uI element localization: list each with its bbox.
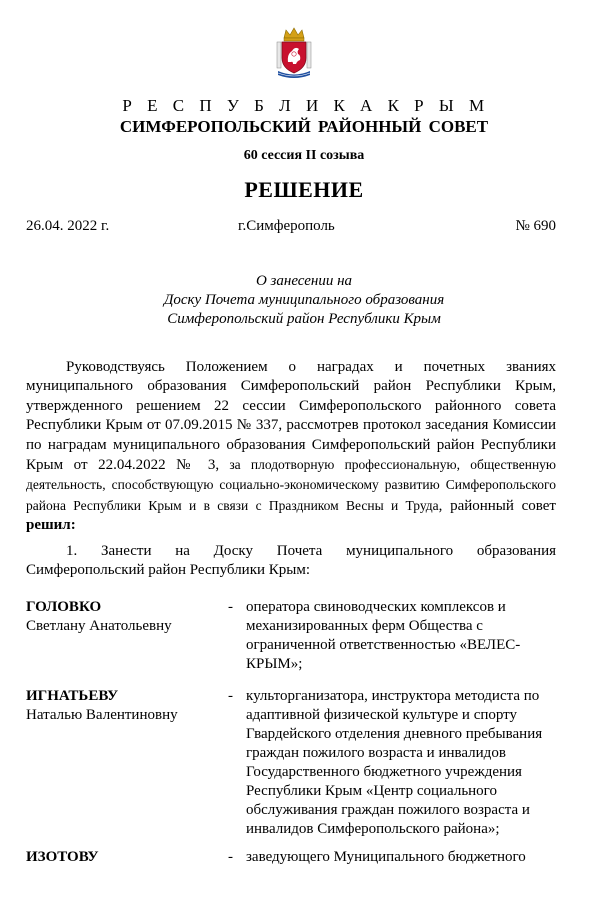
subject-line: Симферопольский район Республики Крым	[167, 311, 441, 327]
preamble-reason: за плодотворную профессиональную, общественную деятельность, способствующую социально-экономическому развитию Симферопольского района Республики Крым и в связи с Праздником Весны и Труда	[26, 457, 557, 513]
crimea-coat-of-arms-icon	[274, 24, 314, 80]
subject-line: О занесении на	[255, 273, 353, 289]
awardee-given-name: Наталью Валентиновну	[26, 707, 178, 723]
awardee-description: культорганизатора, инструктора методиста по адаптивной физической культуре и спорту Гвардейского отделения дневного пребывания граждан пожилого возраста и инвалидов Государственного бюджетного учреждения Республики Крым «Центр социального обслуживания граждан пожилого возраста и инвалидов Симферопольского района»;	[246, 688, 543, 837]
awardee-surname: ГОЛОВКО	[26, 599, 102, 615]
decision-number: № 690	[515, 218, 556, 234]
decided-label: решил:	[26, 517, 76, 534]
preamble-paragraph	[26, 358, 556, 536]
awardee-surname: ИГНАТЬЕВУ	[26, 688, 119, 704]
decision-item-1: 1. Занести на Доску Почета муниципального образования Симферопольский район Республики Крым:	[26, 543, 556, 578]
awardee-dash: -	[228, 688, 233, 704]
decision-subject	[0, 272, 608, 329]
session-label: 60 сессия II созыва	[243, 148, 365, 163]
document-type-heading: РЕШЕНИЕ	[244, 177, 364, 202]
decision-date: 26.04. 2022 г.	[26, 218, 110, 234]
subject-line: Доску Почета муниципального образования	[163, 292, 445, 308]
awardee-description: оператора свиноводческих комплексов и механизированных ферм Общества с ограниченной ответственностью «ВЕЛЕС-КРЫМ»;	[246, 599, 521, 672]
awardee-description: заведующего Муниципального бюджетного	[246, 849, 526, 865]
awardee-dash: -	[228, 599, 233, 615]
awardee-given-name: Светлану Анатольевну	[26, 618, 172, 634]
decision-city: г.Симферополь	[238, 218, 335, 234]
council-title: СИМФЕРОПОЛЬСКИЙ РАЙОННЫЙ СОВЕТ	[119, 117, 489, 136]
awardee-dash: -	[228, 849, 233, 865]
preamble-text: Руководствуясь Положением о наградах и почетных званиях муниципального образования Симферопольский район Республики Крым, утвержденного решением 22 сессии Симферопольского районного совета Республики Крым от 07.09.2015 № 337, рассмотрев протокол заседания Комиссии по наградам муниципального образования Симферопольский район Республики Крым от 22.04.2022 № 3,	[26, 359, 556, 474]
republic-title: Р Е С П У Б Л И К А К Р Ы М	[122, 96, 490, 115]
awardee-surname: ИЗОТОВУ	[26, 849, 99, 865]
preamble-text: , районный совет	[438, 497, 556, 514]
